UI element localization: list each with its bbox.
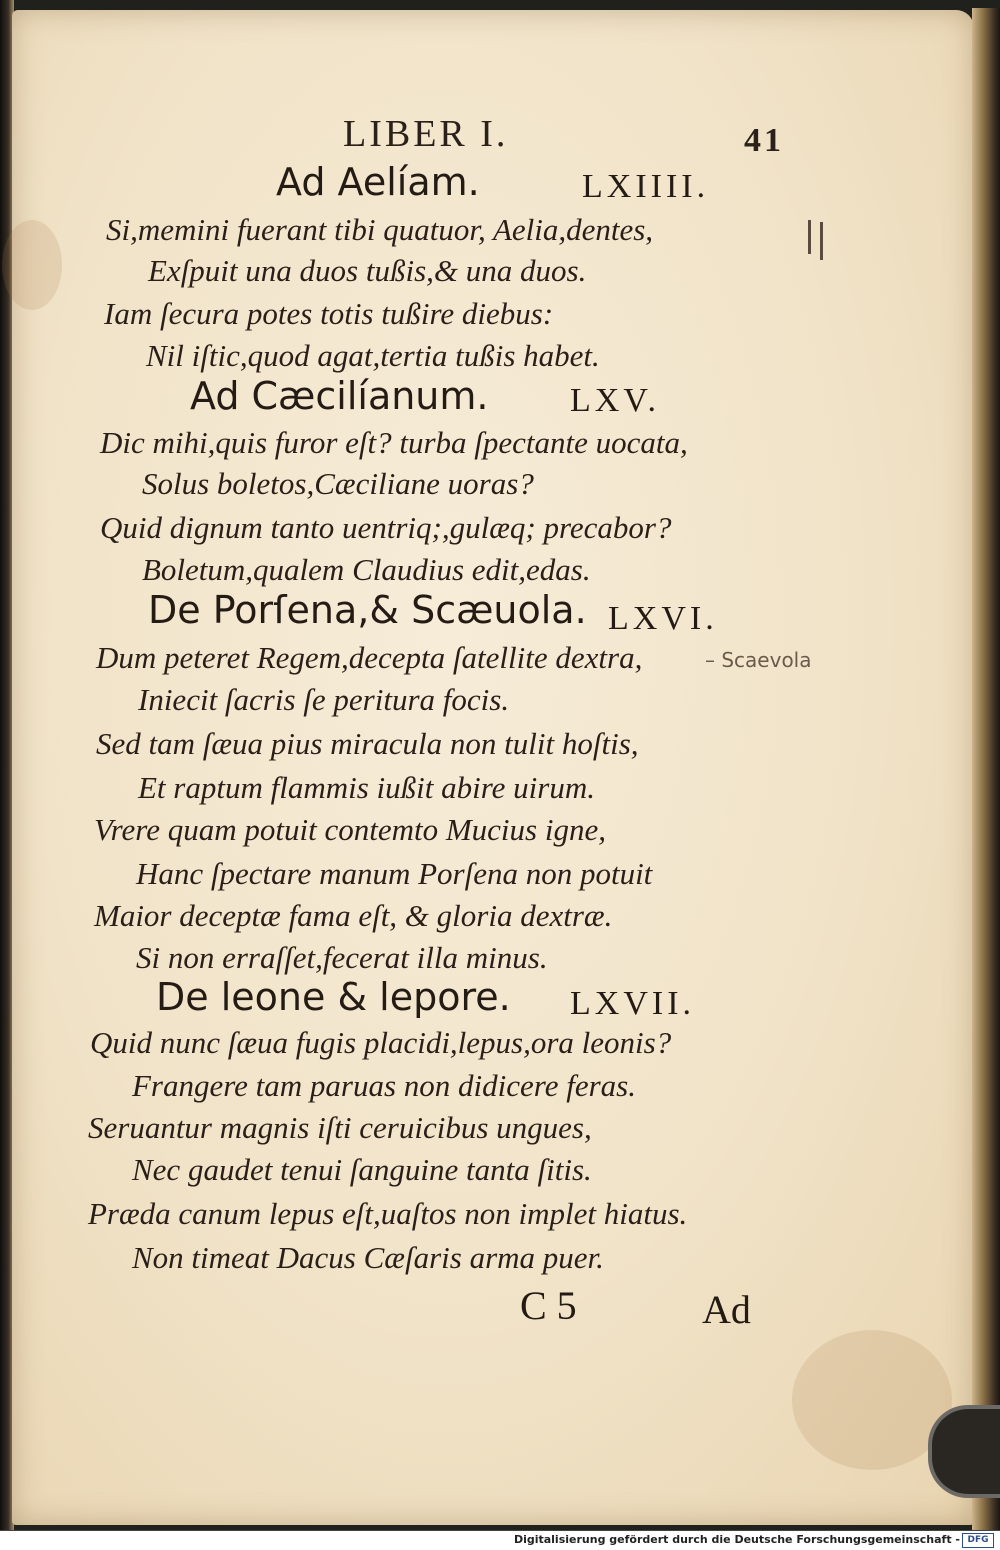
page-edge xyxy=(972,8,1000,1530)
verse-line: Et raptum flammis iußit abire uirum. xyxy=(138,770,595,805)
verse-line: Quid nunc ſæua fugis placidi,lepus,ora leonis? xyxy=(90,1025,672,1060)
poem-number: LXIIII. xyxy=(582,168,710,205)
footer-credit: Digitalisierung gefördert durch die Deutsche Forschungsgemeinschaft - xyxy=(513,1533,960,1546)
verse-line: Solus boletos,Cæciliane uoras? xyxy=(142,466,534,501)
catchword: Ad xyxy=(702,1287,751,1332)
poem-title: Ad Cæcilíanum. xyxy=(190,374,489,418)
marginal-note: – Scaevola xyxy=(705,648,812,672)
verse-line: Hanc ſpectare manum Porſena non potuit xyxy=(136,856,653,891)
paper-stain xyxy=(2,220,62,310)
folio-number: 41 xyxy=(744,122,784,159)
poem-number: LXVII. xyxy=(570,985,696,1022)
poem-number: LXVI. xyxy=(608,600,718,637)
poem-title: De leone & lepore. xyxy=(156,975,511,1019)
dfg-logo-icon[interactable]: DFG xyxy=(962,1533,994,1548)
page-clip xyxy=(928,1405,1000,1498)
poem-title: Ad Aelíam. xyxy=(276,160,480,204)
verse-line: Sed tam ſæua pius miracula non tulit hoſtis, xyxy=(96,726,639,761)
verse-line: Maior deceptæ fama eſt, & gloria dextræ. xyxy=(94,898,613,933)
verse-line: Boletum,qualem Claudius edit,edas. xyxy=(142,552,591,587)
running-title: LIBER I. xyxy=(343,113,509,155)
margin-stroke xyxy=(808,220,811,254)
verse-line: Seruantur magnis iſti ceruicibus ungues, xyxy=(88,1110,592,1145)
verse-line: Nec gaudet tenui ſanguine tanta ſitis. xyxy=(132,1152,592,1187)
poem-title: De Porſena,& Scæuola. xyxy=(148,588,587,632)
poem-number: LXV. xyxy=(570,382,660,419)
verse-line: Dum peteret Regem,decepta ſatellite dextra, xyxy=(96,640,643,675)
footer-bar xyxy=(0,1530,1000,1550)
verse-line: Si,memini fuerant tibi quatuor, Aelia,dentes, xyxy=(106,212,654,247)
verse-line: Iam ſecura potes totis tußire diebus: xyxy=(104,296,554,331)
verse-line: Exſpuit una duos tußis,& una duos. xyxy=(148,253,587,288)
verse-line: Dic mihi,quis furor eſt? turba ſpectante uocata, xyxy=(100,425,688,460)
signature-mark: C 5 xyxy=(520,1283,577,1328)
verse-line: Si non erraſſet,fecerat illa minus. xyxy=(136,940,548,975)
verse-line: Frangere tam paruas non didicere feras. xyxy=(132,1068,636,1103)
verse-line: Quid dignum tanto uentriq;,gulæq; precabor? xyxy=(100,510,672,545)
margin-stroke xyxy=(820,222,823,260)
verse-line: Non timeat Dacus Cæſaris arma puer. xyxy=(132,1240,604,1275)
verse-line: Iniecit ſacris ſe peritura focis. xyxy=(138,682,510,717)
verse-line: Præda canum lepus eſt,uaſtos non implet hiatus. xyxy=(88,1196,688,1231)
verse-line: Nil iſtic,quod agat,tertia tußis habet. xyxy=(146,338,600,373)
verse-line: Vrere quam potuit contemto Mucius igne, xyxy=(94,812,606,847)
